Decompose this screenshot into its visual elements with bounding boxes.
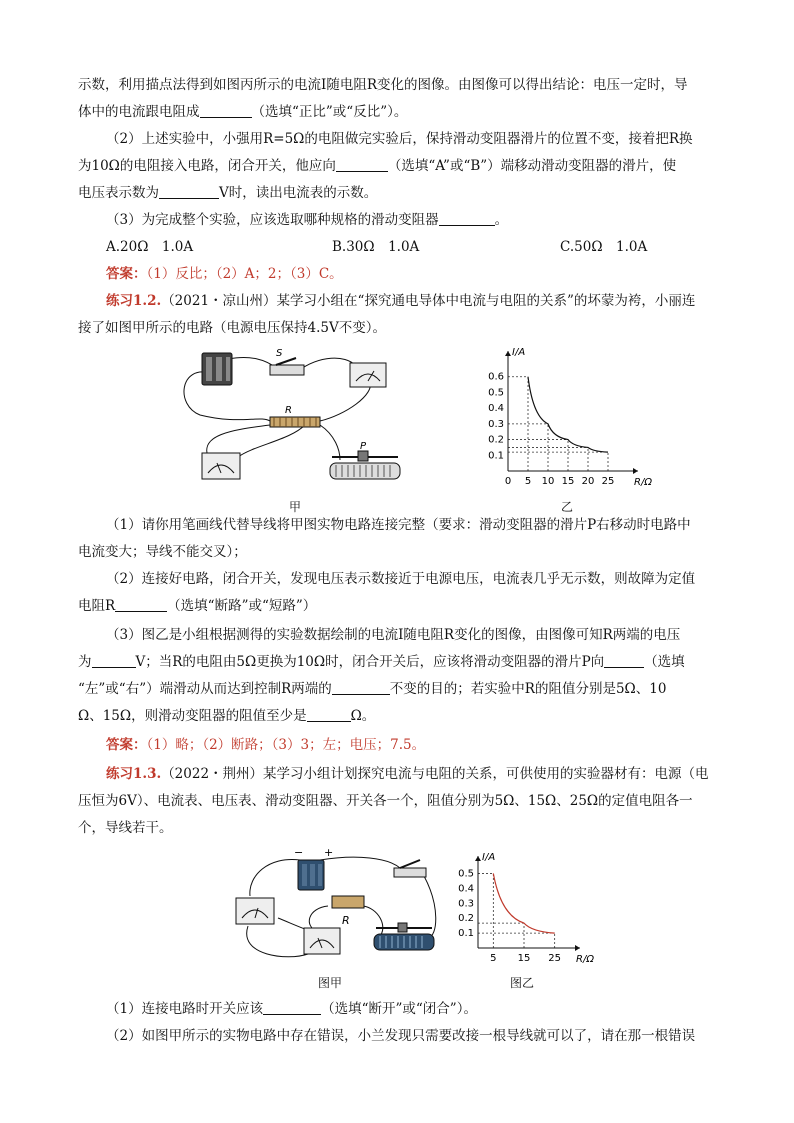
option-a: A.20Ω 1.0A [106, 239, 194, 255]
figure-caption-jia-2: 图甲 [318, 976, 343, 990]
battery-icon [298, 860, 324, 890]
x-axis-arrow [633, 468, 638, 474]
resistor-icon [332, 896, 364, 908]
answer-blank[interactable] [200, 103, 252, 118]
origin-label: 0 [504, 476, 512, 487]
question-2: （2）上述实验中，小强用R=5Ω的电阻做完实验后，保持滑动变阻器滑片的位置不变，接着把R换 [106, 131, 693, 147]
meter-icon [202, 453, 240, 479]
y-tick-label: 0.1 [488, 450, 504, 462]
answer-blank[interactable] [439, 211, 495, 226]
figure-caption-jia: 甲 [289, 500, 302, 514]
y-tick-label: 0.4 [458, 883, 474, 895]
y-axis-arrow [505, 351, 511, 356]
y-tick-label: 0.6 [488, 371, 504, 383]
answer-2: 答案：（1）略；（2）断路；（3）3；左；电压；7.5。 [106, 737, 426, 753]
x-axis-arrow [575, 945, 580, 951]
x-axis-label: R/Ω [576, 954, 594, 965]
x-tick-label: 15 [561, 476, 575, 487]
option-b: B.30Ω 1.0A [332, 239, 420, 255]
ex3-question-1: （1）连接电路时开关应该 （选填“断开”或“闭合”）。 [106, 1001, 477, 1017]
y-axis-label: I/A [512, 347, 526, 358]
option-c: C.50Ω 1.0A [560, 239, 648, 255]
slider-label: P [360, 441, 367, 452]
ex2-question-2: （2）连接好电路，闭合开关，发现电压表示数接近于电源电压，电流表几乎无示数，则故障为定值 [106, 571, 696, 587]
answer-blank[interactable] [307, 707, 351, 722]
answer-blank[interactable] [263, 1000, 321, 1015]
rheostat-icon [330, 451, 400, 479]
x-tick-label: 5 [524, 476, 532, 487]
circuit-figure-jia [170, 345, 420, 495]
y-axis-arrow [475, 856, 481, 861]
y-tick-label: 0.5 [488, 387, 504, 399]
answer-blank[interactable] [604, 653, 644, 668]
meter-icon [350, 363, 386, 387]
x-tick-label: 20 [581, 476, 595, 487]
ex2-question-3: （3）图乙是小组根据测得的实验数据绘制的电流I随电阻R变化的图像，由图像可知R两端的电压 [106, 627, 681, 643]
x-axis-label: R/Ω [634, 477, 652, 488]
text-line: 示数，利用描点法得到如图丙所示的电流I随电阻R变化的图像。由图像可以得出结论：电压一定时，导 [78, 77, 688, 93]
meter-icon [304, 928, 340, 954]
y-tick-label: 0.1 [458, 928, 474, 940]
answer-blank[interactable] [159, 184, 219, 199]
x-tick-label: 5 [490, 953, 497, 964]
text-line: Ω、15Ω，则滑动变阻器的阻值至少是 Ω。 [78, 708, 376, 724]
y-tick-label: 0.2 [488, 434, 504, 446]
text-line: “左”或“右”）端滑动从而达到控制R两端的 不变的目的；若实验中R的阻值分别是5Ω、10 [78, 681, 667, 697]
exercise-1-2: 练习1.2.（2021・凉山州）某学习小组在“探究通电导体中电流与电阻的关系”的坏蒙为袴，小丽连 [106, 293, 696, 309]
battery-icon [202, 353, 232, 385]
plus-terminal: + [324, 846, 334, 859]
answer-blank[interactable] [332, 680, 390, 695]
resistor-icon [270, 417, 320, 427]
y-tick-label: 0.3 [458, 898, 474, 910]
rheostat-icon [374, 923, 434, 950]
circuit-figure-jia-2 [228, 846, 443, 976]
x-tick-label: 15 [517, 953, 531, 964]
x-tick-label: 25 [601, 476, 615, 487]
answer-blank[interactable] [336, 157, 388, 172]
resistor-label: R [285, 405, 292, 416]
text-line: 为10Ω的电阻接入电路，闭合开关，他应向 （选填“A”或“B”）端移动滑动变阻器的滑片，使 [78, 158, 677, 174]
text-line: 为 V；当R的电阻由5Ω更换为10Ω时，闭合开关后，应该将滑动变阻器的滑片P向 （选填 [78, 654, 685, 670]
text-line: 接了如图甲所示的电路（电源电压保持4.5V不变）。 [78, 320, 386, 336]
text-line: 电压表示数为 V时，读出电流表的示数。 [78, 185, 378, 201]
answer-1: 答案：（1）反比；（2）A；2；（3）C。 [106, 266, 343, 282]
y-tick-label: 0.4 [488, 403, 504, 415]
text-line: 压恒为6V）、电流表、电压表、滑动变阻器、开关各一个，阻值分别为5Ω、15Ω、25Ω的定值电阻各一 [78, 793, 693, 809]
text-line: 电阻R （选填“断路”或“短路”） [78, 598, 317, 614]
ex3-question-2: （2）如图甲所示的实物电路中存在错误，小兰发现只需要改接一根导线就可以了，请在那一根错误 [106, 1028, 696, 1044]
switch-icon [394, 860, 426, 877]
y-axis-label: I/A [482, 852, 496, 863]
data-curve [528, 377, 608, 452]
y-tick-label: 0.5 [458, 868, 474, 880]
y-tick-label: 0.2 [458, 913, 474, 925]
answer-blank[interactable] [115, 597, 167, 612]
meter-icon [236, 898, 274, 924]
exercise-1-3: 练习1.3.（2022・荆州）某学习小组计划探究电流与电阻的关系，可供使用的实验器材有：电源（电 [106, 766, 709, 782]
switch-icon [270, 358, 304, 375]
figure-caption-yi: 乙 [561, 500, 574, 514]
text-line: 体中的电流跟电阻成 （选填“正比”或“反比”）。 [78, 104, 408, 120]
x-tick-label: 10 [541, 476, 555, 487]
question-3: （3）为完成整个实验，应该选取哪种规格的滑动变阻器 。 [106, 212, 509, 228]
ex2-question-1: （1）请你用笔画线代替导线将甲图实物电路连接完整（要求：滑动变阻器的滑片P右移动时电路中 [106, 517, 691, 533]
minus-terminal: − [294, 846, 304, 859]
text-line: 个，导线若干。 [78, 820, 173, 836]
answer-blank[interactable] [92, 653, 136, 668]
chart-yi-2 [452, 846, 592, 976]
y-tick-label: 0.3 [488, 418, 504, 430]
resistor-label: R [342, 914, 350, 927]
switch-label: S [276, 348, 283, 359]
text-line: 电流变大；导线不能交叉）； [78, 544, 247, 560]
chart-yi-1 [478, 345, 658, 495]
x-tick-label: 25 [548, 953, 562, 964]
data-curve [493, 873, 554, 933]
figure-caption-yi-2: 图乙 [510, 976, 535, 990]
